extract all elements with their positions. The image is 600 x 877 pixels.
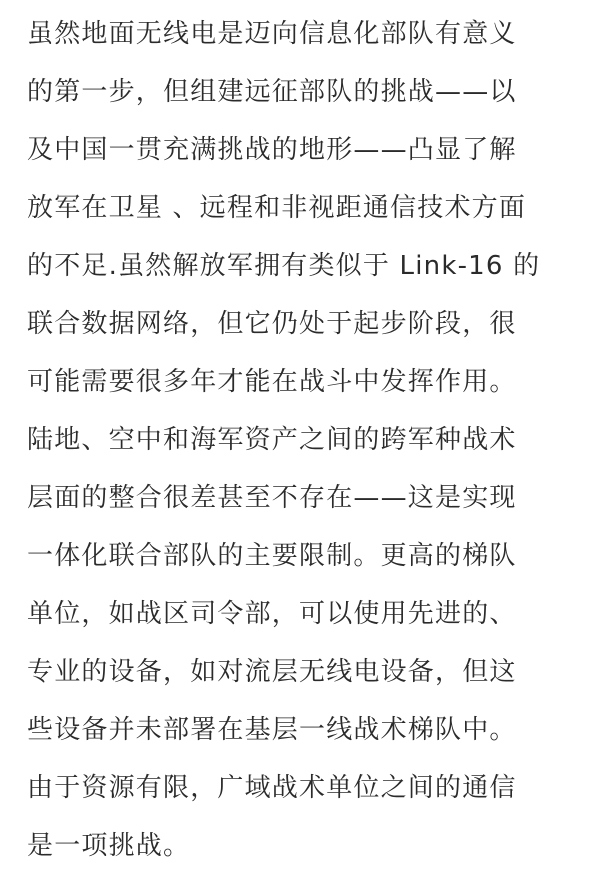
text-line: 是一项挑战。 (27, 831, 191, 861)
text-line: 些设备并未部署在基层一线战术梯队中。 (27, 715, 517, 745)
text-line: 陆地、空中和海军资产之间的跨军种战术 (27, 425, 517, 455)
text-line: 由于资源有限，广域战术单位之间的通信 (27, 773, 517, 803)
text-line: 的不足.虽然解放军拥有类似于 Link-16 的 (27, 251, 541, 281)
text-line: 专业的设备，如对流层无线电设备，但这 (27, 657, 517, 687)
text-line: 及中国一贯充满挑战的地形——凸显了解 (27, 135, 517, 165)
text-line: 虽然地面无线电是迈向信息化部队有意义 (27, 19, 517, 49)
text-line: 一体化联合部队的主要限制。更高的梯队 (27, 541, 517, 571)
text-line: 层面的整合很差甚至不存在——这是实现 (27, 483, 517, 513)
text-line: 放军在卫星 、远程和非视距通信技术方面 (27, 193, 527, 223)
text-line: 联合数据网络，但它仍处于起步阶段，很 (27, 309, 517, 339)
text-line: 单位，如战区司令部，可以使用先进的、 (27, 599, 517, 629)
text-line: 可能需要很多年才能在战斗中发挥作用。 (27, 367, 517, 397)
text-line: 的第一步，但组建远征部队的挑战——以 (27, 77, 517, 107)
